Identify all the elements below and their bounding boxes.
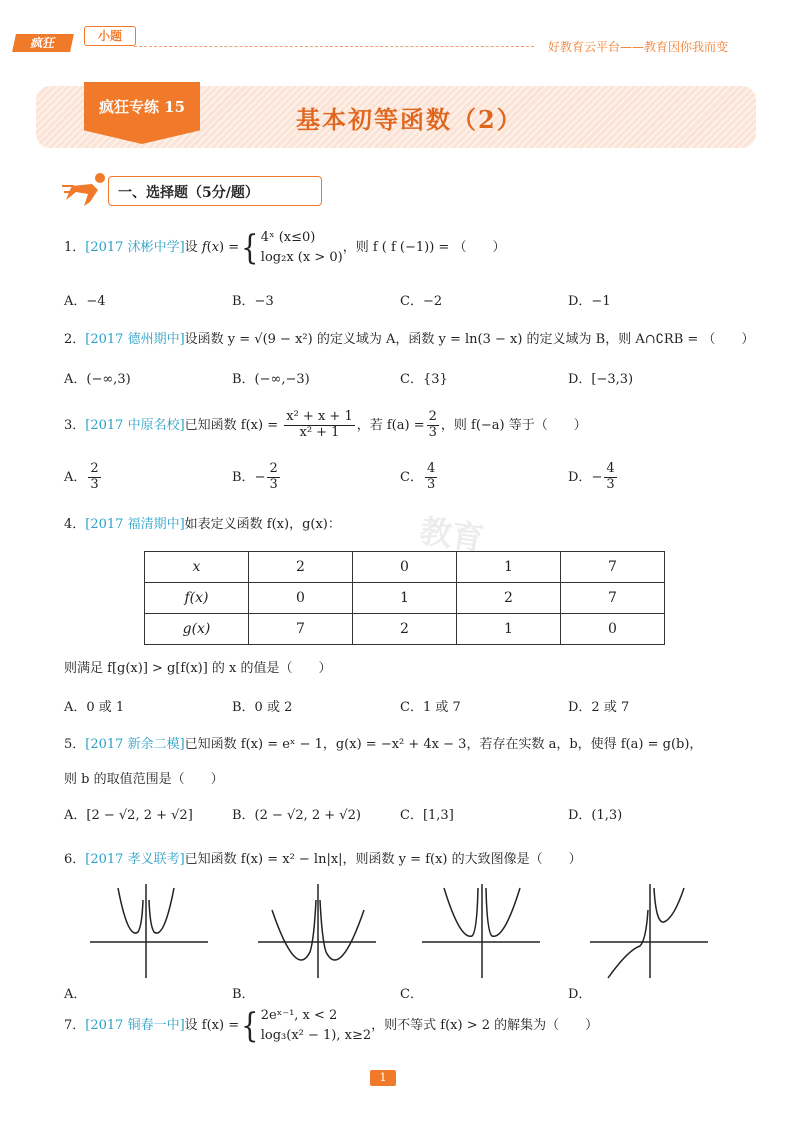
table-row <box>145 552 665 583</box>
q5-line2: 则 b 的取值范围是（ ） <box>64 772 224 787</box>
q3-source: [2017 中原名校] <box>85 417 185 433</box>
q3-d-label: D． <box>568 469 592 485</box>
watermark: 教育 <box>417 511 487 559</box>
question-4 <box>64 513 341 532</box>
page-number: 1 <box>370 1070 396 1086</box>
table-row <box>145 614 665 645</box>
table-cell: 7 <box>249 614 353 645</box>
q1-case1: 4ˣ (x≤0) <box>260 230 316 245</box>
question-1: 1．[2017 沭彬中学]设 f(x) ={ 4ˣ (x≤0) log₂x (x > 0) ，则 f ( f (−1)) = （ ） <box>64 227 506 268</box>
q3-c-d: 3 <box>426 476 436 492</box>
table-cell: 7 <box>561 552 665 583</box>
q3-option-a[interactable] <box>64 462 103 493</box>
q1-pre: 设 <box>184 240 198 255</box>
q6-num: 6． <box>64 852 86 867</box>
q1-post: ，则 f ( f (−1)) = （ ） <box>342 240 506 255</box>
table-cell: 0 <box>249 583 353 614</box>
q3-a-n: 2 <box>90 461 99 476</box>
q1-option-d[interactable]: D．−1 <box>568 294 611 309</box>
section-title: 一、选择题（5分/题） <box>118 185 259 201</box>
q3-denominator: x² + 1 <box>299 424 340 440</box>
table-cell: 2 <box>457 583 561 614</box>
graph-c <box>420 880 544 980</box>
q3-mid: ，若 f(a) = <box>356 417 425 433</box>
table-cell: 1 <box>457 552 561 583</box>
q4-option-d[interactable]: D．2 或 7 <box>568 700 630 715</box>
q1-option-b[interactable]: B．−3 <box>232 294 274 309</box>
header-platform: 好教育云平台——教育因你我而变 <box>548 40 729 54</box>
q2-option-b[interactable]: B．(−∞,−3) <box>232 372 310 387</box>
q3-option-c[interactable] <box>400 462 439 493</box>
q3-num: 3． <box>64 417 86 433</box>
q1-case2: log₂x (x > 0) <box>260 249 343 265</box>
table-cell: 0 <box>561 614 665 645</box>
table-cell: x <box>145 552 249 583</box>
graph-b <box>256 880 380 980</box>
header-tag-left: 疯狂 <box>12 34 74 52</box>
q7-case2: log₃(x² − 1), x≥2 <box>260 1027 372 1043</box>
q7-source: [2017 铜春一中] <box>85 1018 185 1033</box>
q4-option-b[interactable]: B．0 或 2 <box>232 700 293 715</box>
table-cell: 0 <box>353 552 457 583</box>
question-6 <box>64 848 582 867</box>
table-cell: f(x) <box>145 583 249 614</box>
q7-post: ，则不等式 f(x) > 2 的解集为（ ） <box>371 1018 599 1033</box>
q3-numerator: x² + x + 1 <box>286 409 353 424</box>
q4-option-a[interactable]: A．0 或 1 <box>64 700 125 715</box>
q7-case1: 2eˣ⁻¹, x < 2 <box>260 1008 338 1023</box>
q2-text: 设函数 y = √(9 − x²) 的定义域为 A，函数 y = ln(3 − x) 的定义域为 B，则 A∩∁RB = （ ） <box>184 332 755 347</box>
q3-post: ，则 f(−a) 等于（ ） <box>440 417 587 433</box>
q3-b-n: 2 <box>269 461 278 476</box>
q5-option-a[interactable]: A．[2 − √2, 2 + √2] <box>64 808 193 823</box>
q4-num: 4． <box>64 517 86 532</box>
q3-b-sign: − <box>254 469 266 485</box>
q5-source: [2017 新余二模] <box>85 737 185 752</box>
q3-b-d: 3 <box>269 476 278 492</box>
q3-d-n: 4 <box>606 461 615 476</box>
q2-source: [2017 德州期中] <box>85 332 185 347</box>
q3-mid-n: 2 <box>428 409 437 424</box>
q6-option-d[interactable]: D． <box>568 987 592 1002</box>
q5-text: 已知函数 f(x) = eˣ − 1，g(x) = −x² + 4x − 3，若存在实数 a，b，使得 f(a) = g(b)， <box>184 737 703 752</box>
banner-badge-text: 疯狂专练 15 <box>98 98 186 116</box>
q2-option-c[interactable]: C．{3} <box>400 372 448 387</box>
q6-text: 已知函数 f(x) = x² − ln|x|，则函数 y = f(x) 的大致图像是（ ） <box>184 852 582 867</box>
q4-option-c[interactable]: C．1 或 7 <box>400 700 461 715</box>
q1-source: [2017 沭彬中学] <box>85 240 185 255</box>
q1-num: 1． <box>64 240 86 255</box>
q4-text: 如表定义函数 f(x)，g(x)： <box>184 517 341 532</box>
table-cell: 1 <box>353 583 457 614</box>
q3-d-sign: − <box>591 469 603 485</box>
header-tag <box>14 30 134 52</box>
table-row <box>145 583 665 614</box>
q2-option-d[interactable]: D．[−3,3) <box>568 372 634 387</box>
q1-option-c[interactable]: C．−2 <box>400 294 443 309</box>
q4-source: [2017 福清期中] <box>85 517 185 532</box>
question-3 <box>64 410 587 441</box>
q6-option-a[interactable]: A． <box>64 987 87 1002</box>
table-cell: g(x) <box>145 614 249 645</box>
q3-a-label: A． <box>64 469 87 485</box>
q3-c-label: C． <box>400 469 423 485</box>
q5-option-d[interactable]: D．(1,3) <box>568 808 623 823</box>
q3-c-n: 4 <box>426 461 436 476</box>
q4-after: 则满足 f[g(x)] > g[f(x)] 的 x 的值是（ ） <box>64 661 332 676</box>
q5-option-c[interactable]: C．[1,3] <box>400 808 454 823</box>
graph-a <box>88 880 212 980</box>
q3-option-b[interactable] <box>232 462 282 493</box>
q1-option-a[interactable]: A．−4 <box>64 294 106 309</box>
table-cell: 7 <box>561 583 665 614</box>
graph-d <box>588 880 712 980</box>
header-tag-right: 小题 <box>84 26 136 46</box>
q7-pre: 设 f(x) = <box>184 1018 240 1033</box>
table-cell: 2 <box>353 614 457 645</box>
header-rule <box>134 46 534 47</box>
q3-b-label: B． <box>232 469 255 485</box>
question-5 <box>64 733 702 752</box>
q3-pre: 已知函数 f(x) = <box>184 417 279 433</box>
q5-option-b[interactable]: B．(2 − √2, 2 + √2) <box>232 808 361 823</box>
q3-mid-d: 3 <box>428 424 437 440</box>
question-2 <box>64 328 754 347</box>
q7-num: 7． <box>64 1018 86 1033</box>
q3-a-d: 3 <box>90 476 99 492</box>
q3-d-d: 3 <box>606 476 615 492</box>
table-cell: 2 <box>249 552 353 583</box>
q2-num: 2． <box>64 332 86 347</box>
function-table <box>144 551 665 645</box>
q3-option-d[interactable] <box>568 462 619 493</box>
q6-source: [2017 孝义联考] <box>85 852 185 867</box>
banner-title: 基本初等函数（2） <box>296 105 523 134</box>
q5-num: 5． <box>64 737 86 752</box>
q6-option-c[interactable]: C． <box>400 987 423 1002</box>
question-7: 7．[2017 铜春一中]设 f(x) ={ 2eˣ⁻¹, x < 2 log₃(x² − 1), x≥2 ，则不等式 f(x) > 2 的解集为（ ） <box>64 1005 599 1046</box>
runner-icon <box>62 172 112 212</box>
q6-option-b[interactable]: B． <box>232 987 255 1002</box>
table-cell: 1 <box>457 614 561 645</box>
q2-option-a[interactable]: A．(−∞,3) <box>64 372 131 387</box>
